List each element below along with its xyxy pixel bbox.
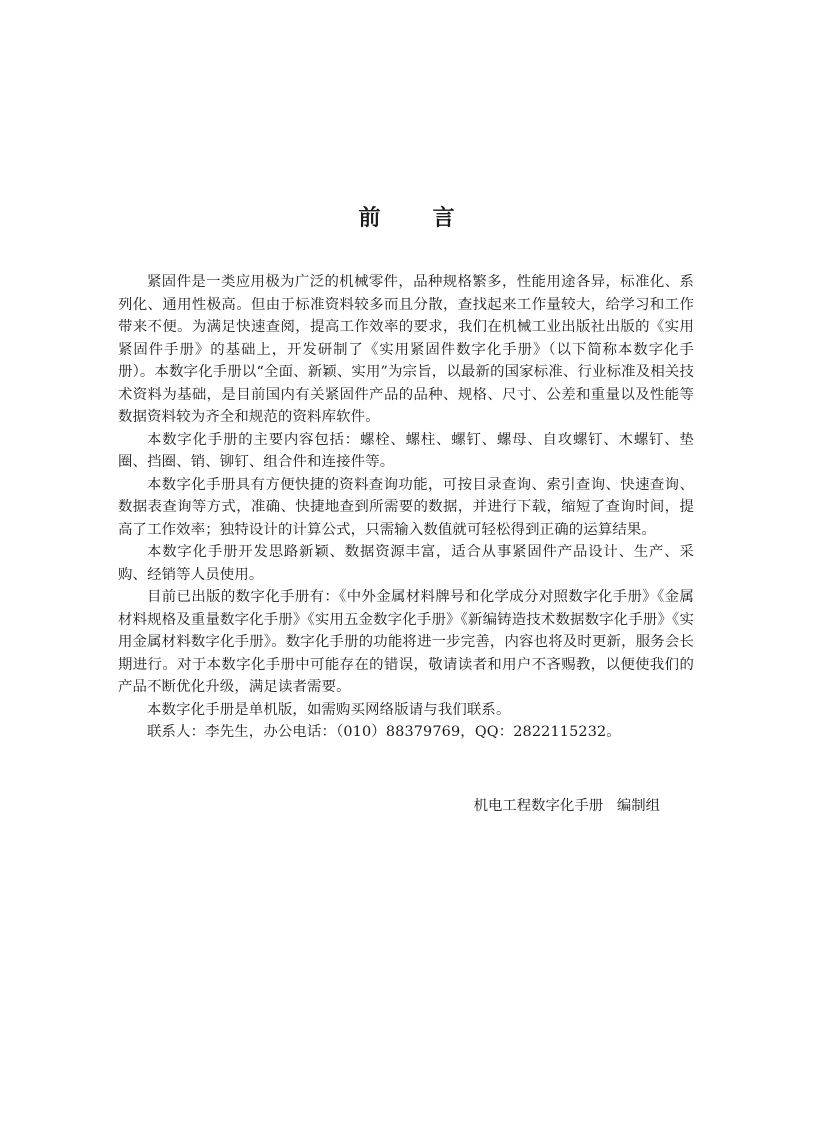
- paragraph-audience: 本数字化手册开发思路新颖、数据资源丰富，适合从事紧固件产品设计、生产、采购、经销等人员使用。: [118, 544, 694, 583]
- paragraph-intro: 紧固件是一类应用极为广泛的机械零件，品种规格繁多，性能用途各异，标准化、系列化、通用性极高。但由于标准资料较多而且分散，查找起来工作量较大，给学习和工作带来不便。为满足快速查阅，提高工作效率的要求，我们在机械工业出版社出版的《实用紧固件手册》的基础上，开发研制了《实用紧固件数字化手册》（以下简称本数字化手册）。本数字化手册以“全面、新颖、实用”为宗旨，以最新的国家标准、行业标准及相关技术资料为基础，是目前国内有关紧固件产品的品种、规格、尺寸、公差和重量以及性能等数据资料较为齐全和规范的资料库软件。: [118, 274, 694, 425]
- paragraph-edition-note: 本数字化手册是单机版，如需购买网络版请与我们联系。: [147, 701, 511, 718]
- paragraph-features: 本数字化手册具有方便快捷的资料查询功能，可按目录查询、索引查询、快速查询、数据表查询等方式，准确、快捷地查到所需要的数据，并进行下载，缩短了查询时间，提高了工作效率；独特设计的计算公式，只需输入数值就可轻松得到正确的运算结果。: [118, 476, 694, 538]
- preface-body: [118, 271, 694, 744]
- paragraph-contact: 联系人：李先生，办公电话：（010）88379769，QQ：2822115232。: [147, 724, 621, 740]
- signature-editorial-group: 机电工程数字化手册 编制组: [473, 798, 660, 814]
- paragraph-published-handbooks: 目前已出版的数字化手册有：《中外金属材料牌号和化学成分对照数字化手册》《金属材料规格及重量数字化手册》《实用五金数字化手册》《新编铸造技术数据数字化手册》《实用金属材料数字化手册》。数字化手册的功能将进一步完善，内容也将及时更新，服务会长期进行。对于本数字化手册中可能存在的错误，敬请读者和用户不吝赐教，以便使我们的产品不断优化升级，满足读者需要。: [118, 589, 694, 695]
- page-title: 前言: [358, 206, 507, 231]
- paragraph-contents: 本数字化手册的主要内容包括：螺栓、螺柱、螺钉、螺母、自攻螺钉、木螺钉、垫圈、挡圈、销、铆钉、组合件和连接件等。: [118, 431, 694, 470]
